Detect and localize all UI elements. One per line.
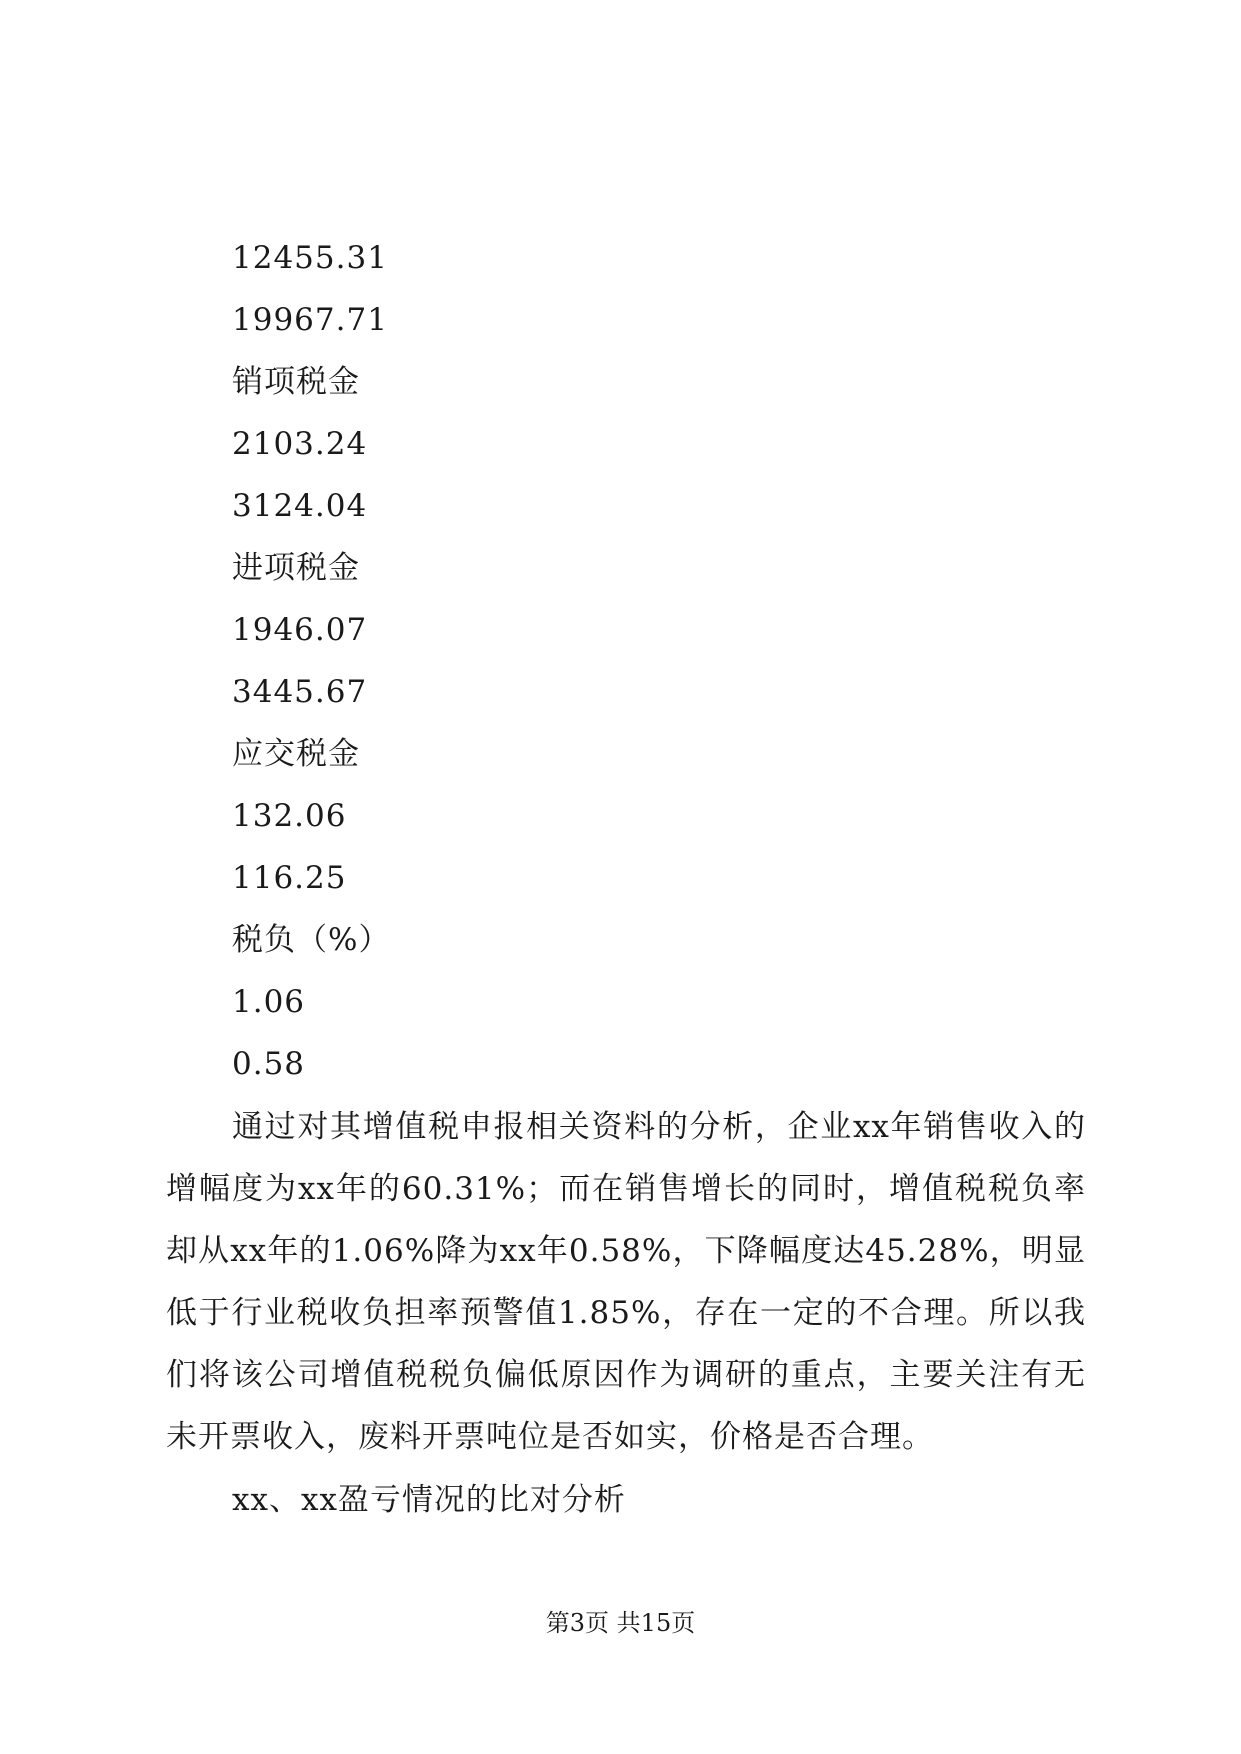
value-line: 1.06 [232, 984, 306, 1020]
value-line: 0.58 [232, 1046, 306, 1082]
value-line: 3445.67 [232, 674, 368, 710]
value-line: 1946.07 [232, 612, 368, 648]
value-line: 2103.24 [232, 426, 368, 462]
label-line: 税负（%） [232, 922, 391, 958]
analysis-paragraph: 通过对其增值税申报相关资料的分析，企业xx年销售收入的增幅度为xx年的60.31%；而在销售增长的同时，增值税税负率却从xx年的1.06%降为xx年0.58%，下降幅度达45.28%，明显低于行业税收负担率预警值1.85%，存在一定的不合理。所以我们将该公司增值税税负偏低原因作为调研的重点，主要关注有无未开票收入，废料开票吨位是否如实，价格是否合理。 [166, 1109, 1086, 1455]
value-line: 19967.71 [232, 302, 388, 338]
value-line: 3124.04 [232, 488, 368, 524]
value-line: 116.25 [232, 860, 347, 896]
label-line: 销项税金 [232, 364, 360, 400]
label-line: 应交税金 [232, 736, 360, 772]
label-line: 进项税金 [232, 550, 360, 586]
value-line: 132.06 [232, 798, 347, 834]
page-footer: 第3页 共15页 [545, 1609, 696, 1637]
section-subheading: xx、xx盈亏情况的比对分析 [232, 1482, 626, 1518]
value-line: 12455.31 [232, 240, 388, 276]
